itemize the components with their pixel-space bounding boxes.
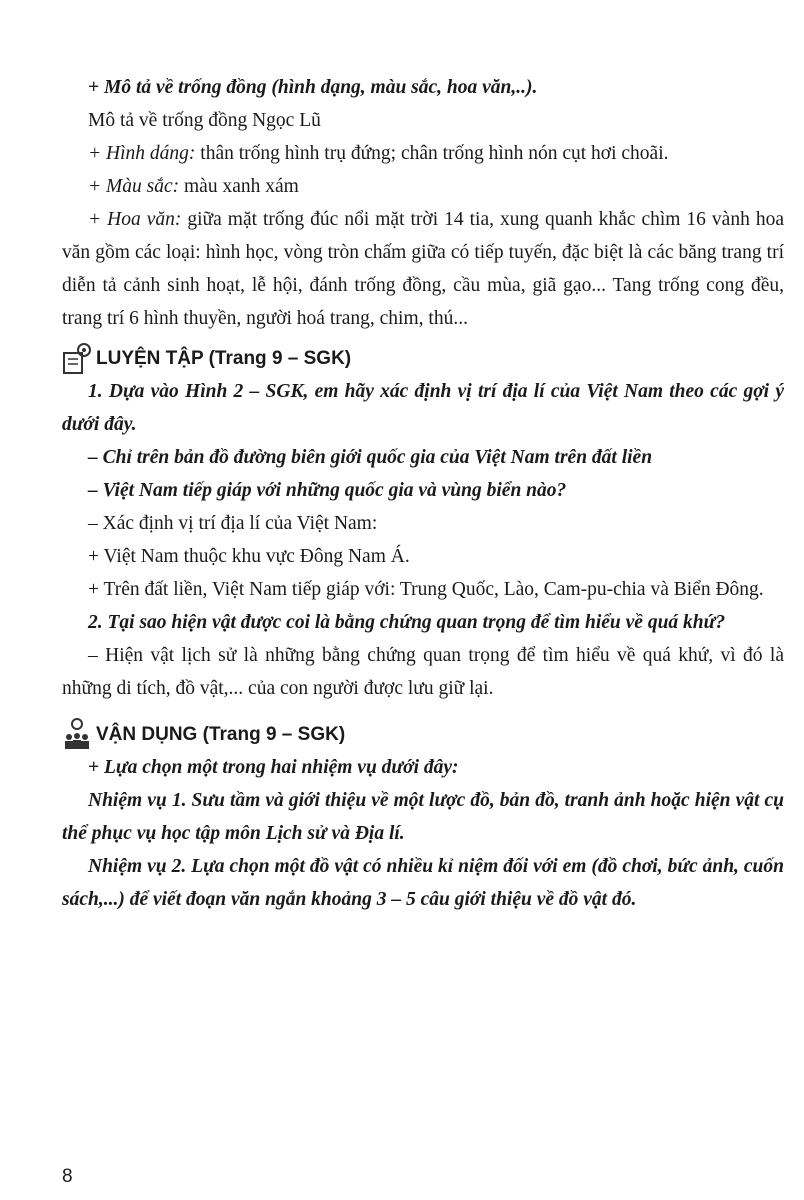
task-1: Nhiệm vụ 1. Sưu tầm và giới thiệu về một lược đồ, bản đồ, tranh ảnh hoặc hiện vật cụ thể phục vụ học tập môn Lịch sử và Địa lí. [62,790,784,844]
section-practice-heading [62,335,784,375]
book-gear-icon [62,341,92,375]
heading-drum-description: + Mô tả về trống đồng (hình dạng, màu sắc, hoa văn,..). [88,77,538,98]
drum-color [62,170,784,203]
apply-intro: + Lựa chọn một trong hai nhiệm vụ dưới đây: [88,757,459,778]
answer-1a: + Việt Nam thuộc khu vực Đông Nam Á. [88,546,410,567]
section-title: LUYỆN TẬP (Trang 9 – SGK) [96,348,352,369]
section-title: VẬN DỤNG (Trang 9 – SGK) [96,724,346,745]
drum-pattern [62,203,784,335]
task-2: Nhiệm vụ 2. Lựa chọn một đồ vật có nhiều kỉ niệm đối với em (đồ chơi, bức ảnh, cuốn sách,...) để viết đoạn văn ngắn khoảng 3 – 5 câu giới thiệu về đồ vật đó. [62,856,784,910]
label: + Hoa văn: [88,209,182,230]
section-apply-heading [62,705,784,751]
label: + Màu sắc: [88,176,180,197]
answer-1b: + Trên đất liền, Việt Nam tiếp giáp với: Trung Quốc, Lào, Cam-pu-chia và Biển Đông. [88,579,764,600]
drum-intro: Mô tả về trống đồng Ngọc Lũ [88,110,321,131]
page-content [62,71,784,916]
answer-2: – Hiện vật lịch sử là những bằng chứng quan trọng để tìm hiểu về quá khứ, vì đó là những di tích, đồ vật,... của con người được lưu giữ lại. [62,645,784,699]
question-1b: – Việt Nam tiếp giáp với những quốc gia và vùng biển nào? [88,480,567,501]
drum-shape [62,137,784,170]
answer-1: – Xác định vị trí địa lí của Việt Nam: [88,513,378,534]
text: màu xanh xám [179,176,299,197]
people-gear-icon [62,717,92,751]
page-number: 8 [62,1166,73,1187]
text: thân trống hình trụ đứng; chân trống hình nón cụt hơi choãi. [195,143,669,164]
question-2: 2. Tại sao hiện vật được coi là bằng chứng quan trọng để tìm hiểu về quá khứ? [88,612,726,633]
question-1a: – Chỉ trên bản đồ đường biên giới quốc gia của Việt Nam trên đất liền [88,447,653,468]
label: + Hình dáng: [88,143,196,164]
question-1: 1. Dựa vào Hình 2 – SGK, em hãy xác định vị trí địa lí của Việt Nam theo các gợi ý dưới đây. [62,381,784,435]
text: giữa mặt trống đúc nổi mặt trời 14 tia, xung quanh khắc chìm 16 vành hoa văn gồm các loại: hình học, vòng tròn chấm giữa có tiếp tuyến, đặc biệt là các băng trang trí diễn tả cảnh sinh hoạt, lễ hội, đánh trống đồng, cầu mùa, giã gạo... Tang trống cong đều, trang trí 6 hình thuyền, người hoá trang, chim, thú... [62,209,784,329]
